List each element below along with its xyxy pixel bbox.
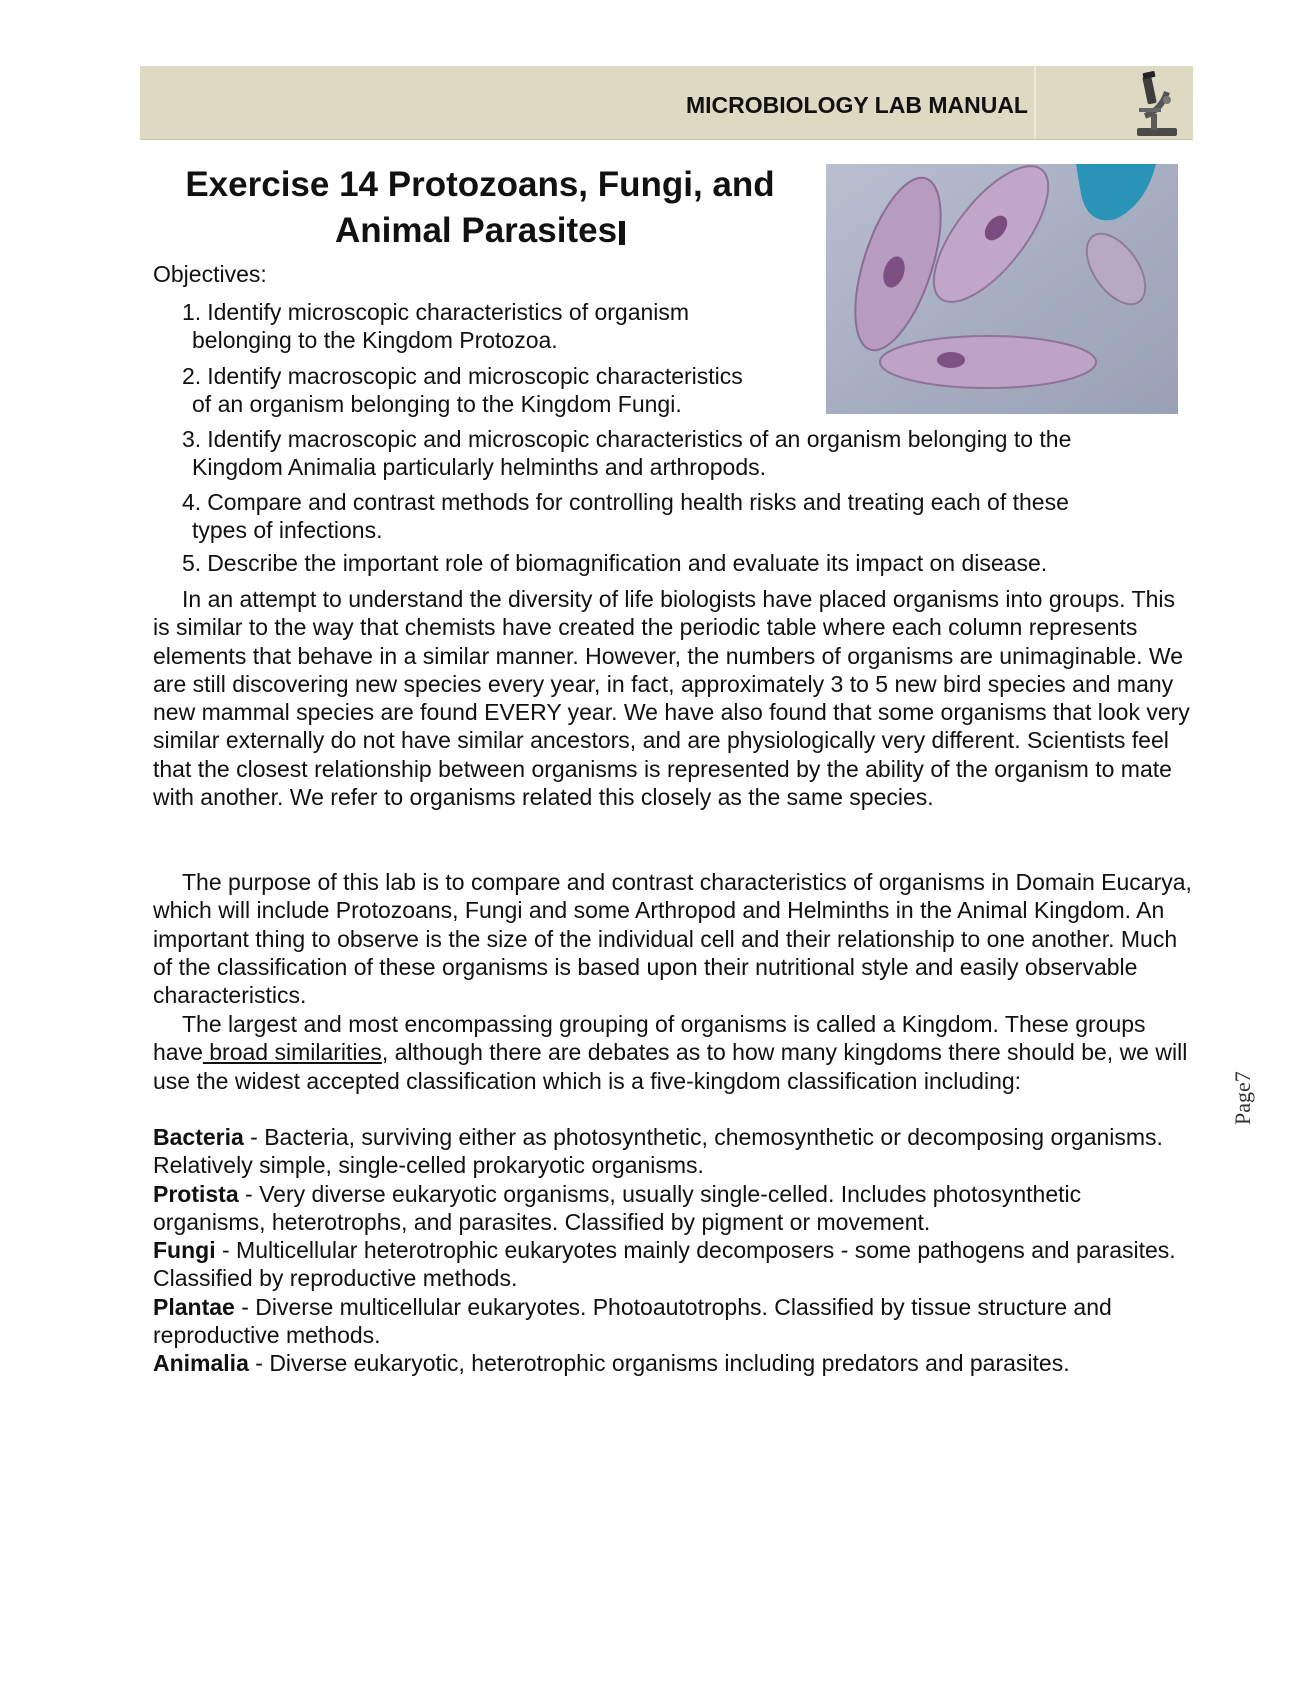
kingdom-entry: Animalia - Diverse eukaryotic, heterotrophic organisms including predators and parasites. — [153, 1350, 1070, 1377]
text-cursor — [619, 221, 625, 245]
objective-item: 4. Compare and contrast methods for controlling health risks and treating each of these types of infections. — [182, 489, 1069, 543]
objective-item: 2. Identify macroscopic and microscopic characteristics of an organism belonging to the Kingdom Fungi. — [182, 363, 743, 417]
kingdom-entry: Plantae - Diverse multicellular eukaryotes. Photoautotrophs. Classified by tissue structure and reproductive methods. — [153, 1293, 1112, 1349]
purpose-paragraph: The purpose of this lab is to compare and contrast characteristics of organisms in Domain Eucarya, which will include Protozoans, Fungi and some Arthropod and Helminths in the Animal Kingdom. An important thing to observe is the size of the individual cell and their relationship to one another. Much of the classification of these organisms is based upon their nutritional style and easily observable characteristics. — [153, 869, 1192, 1009]
kingdom-entry: Fungi - Multicellular heterotrophic eukaryotes mainly decomposers - some pathogens and parasites. Classified by reproductive methods. — [153, 1237, 1176, 1292]
intro-paragraph: In an attempt to understand the diversity of life biologists have placed organisms into groups. This is similar to the way that chemists have created the periodic table where each column represents elements that behave in a similar manner. However, the numbers of organisms are unimaginable. We are still discovering new species every year, in fact, approximately 3 to 5 new bird species and many new mammal species are found EVERY year. We have also found that some organisms that look very similar externally do not have similar ancestors, and are physiologically very different. Scientists feel that the closest relationship between organisms is represented by the ability of the organism to mate with another. We refer to organisms related this closely as the same species. — [153, 586, 1190, 811]
objectives-label: Objectives: — [153, 261, 267, 287]
objective-item: 3. Identify macroscopic and microscopic characteristics of an organism belonging to the Kingdom Animalia particularly helminths and arthropods. — [182, 426, 1072, 480]
header-band — [140, 66, 1193, 140]
objective-item: 5. Describe the important role of biomagnification and evaluate its impact on disease. — [182, 550, 1048, 576]
exercise-title — [150, 162, 810, 254]
microscope-icon — [1123, 70, 1183, 140]
objective-item: 1. Identify microscopic characteristics of organism belonging to the Kingdom Protozoa. — [182, 299, 690, 353]
broad-similarities-link[interactable]: broad similarities — [202, 1039, 382, 1066]
kingdom-entry: Bacteria - Bacteria, surviving either as photosynthetic, chemosynthetic or decomposing organisms. Relatively simple, single-celled prokaryotic organisms. — [153, 1124, 1163, 1179]
kingdom-entry: Protista - Very diverse eukaryotic organisms, usually single-celled. Includes photosynthetic organisms, heterotrophs, and parasites. Classified by pigment or movement. — [153, 1180, 1082, 1235]
kingdom-paragraph: The largest and most encompassing grouping of organisms is called a Kingdom. These groups have broad similarities, although there are debates as to how many kingdoms there should be, we will use the widest accepted classification which is a five-kingdom classification including: — [153, 1011, 1188, 1094]
exercise-title-text: Exercise 14 Protozoans, Fungi, and Animal Parasites — [185, 165, 775, 250]
page-number: Page7 — [1230, 1071, 1255, 1125]
protozoa-micrograph — [826, 164, 1178, 414]
header-divider — [1034, 66, 1036, 139]
manual-title: MICROBIOLOGY LAB MANUAL — [685, 92, 1028, 118]
kingdom-list — [153, 1123, 1193, 1378]
